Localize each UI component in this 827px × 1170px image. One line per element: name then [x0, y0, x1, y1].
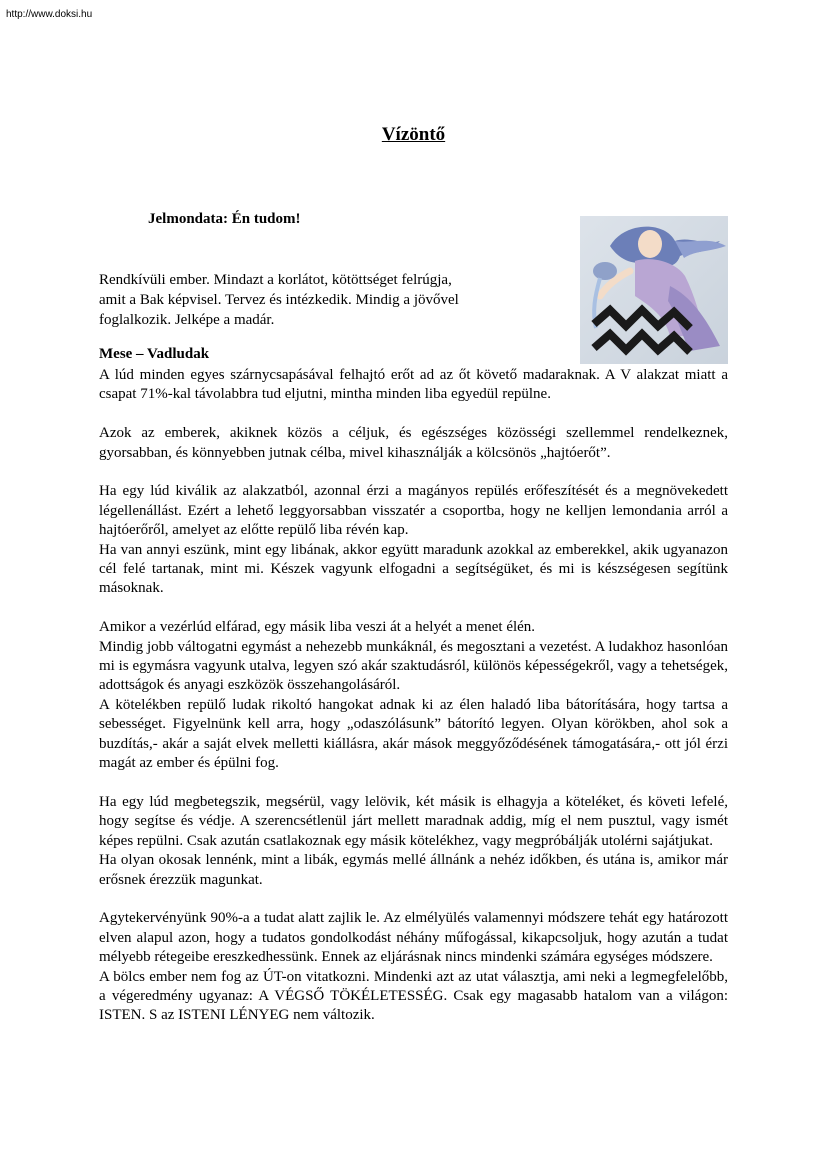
paragraph: Amikor a vezérlúd elfárad, egy másik liba veszi át a helyét a menet élén.: [99, 619, 536, 636]
paragraph: Ha egy lúd kiválik az alakzatból, azonnal érzi a magányos repülés erőfeszítését és a megnövekedett légellenállást. Ezért a lehető leggyorsabban visszatér a csoportba, hogy ne kelljen lemondania arról a hajtóerőről, amelyet az előtte repülő liba révén kap.: [99, 483, 728, 539]
paragraph: A lúd minden egyes szárnycsapásával felhajtó erőt ad az őt követő madaraknak. A V alakzat miatt a csapat 71%-kal távolabbra tud eljutni, mintha minden liba egyedül repülne.: [99, 367, 728, 403]
aquarius-icon: [580, 216, 728, 364]
motto: Jelmondata: Én tudom!: [148, 211, 301, 227]
paragraph: Mindig jobb váltogatni egymást a nehezebb munkáknál, és megosztani a vezetést. A ludakhoz hasonlóan mi is egymásra vagyunk utalva, legyen szó akár szaktudásról, különös képességekről, vagy a tehetségek, adottságok és anyagi eszközök összehangolásáról.: [99, 638, 728, 694]
story-body: [99, 366, 728, 1026]
intro-text: [99, 270, 519, 330]
intro-line: foglalkozik. Jelképe a madár.: [99, 312, 275, 328]
paragraph: Agytekervényünk 90%-a a tudat alatt zajlik le. Az elmélyülés valamennyi módszere tehát egy határozott elven alapul azon, hogy a tudatos gondolkodást néhány műfogással, kikapcsoljuk, hogy azután a tudat mélyebb rétegeibe ereszkedhessünk. Ennek az eljárásnak nincs mindenki számára egységes módszere.: [99, 910, 728, 966]
paragraph: Azok az emberek, akiknek közös a céljuk, és egészséges közösségi szellemmel rendelkeznek, gyorsabban, és könnyebben jutnak célba, mivel kihasználják a kölcsönös „hajtóerőt”.: [99, 425, 728, 461]
paragraph: Ha egy lúd megbetegszik, megsérül, vagy lelövik, két másik is elhagyja a köteléket, és követi lefelé, hogy segítse és védje. A szerencsétlenül járt mellett maradnak addig, míg el nem pusztul, vagy ismét képes repülni. Csak azután csatlakoznak egy másik kötelékhez, vagy megpróbálják utolérni sajátjukat.: [99, 793, 728, 849]
page-title: Vízöntő: [381, 124, 446, 145]
paragraph: Ha van annyi eszünk, mint egy libának, akkor együtt maradunk azokkal az emberekkel, akik ugyanazon cél felé tartanak, mint mi. Készek vagyunk elfogadni a segítségüket, és mi is készségesen segítünk másoknak.: [99, 541, 728, 597]
story-title: Mese – Vadludak: [99, 346, 210, 362]
paragraph: A bölcs ember nem fog az ÚT-on vitatkozni. Mindenki azt az utat választja, ami neki a legmegfelelőbb, a végeredmény ugyanaz: A VÉGSŐ TÖKÉLETESSÉG. Csak egy magasabb hatalom van a világon: ISTEN. S az ISTENI LÉNYEG nem változik.: [99, 968, 728, 1024]
intro-line: Rendkívüli ember. Mindazt a korlátot, kötöttséget felrúgja,: [99, 272, 452, 288]
paragraph: Ha olyan okosak lennénk, mint a libák, egymás mellé állnánk a nehéz időkben, és utána is, amikor már erősnek érezzük magunkat.: [99, 852, 728, 888]
intro-line: amit a Bak képvisel. Tervez és intézkedik. Mindig a jövővel: [99, 292, 459, 308]
source-url: http://www.doksi.hu: [6, 9, 93, 20]
paragraph: A kötelékben repülő ludak rikoltó hangokat adnak ki az élen haladó liba bátorítására, hogy tartsa a sebességet. Figyelnünk kell arra, hogy „odaszólásunk” bátorító legyen. Olyan körökben, ahol sok a buzdítás,- akár a saját elvek melletti kiállásra, akár mások meggyőződésének támogatására,- ott jól érzi magát az ember és épülni fog.: [99, 696, 728, 772]
